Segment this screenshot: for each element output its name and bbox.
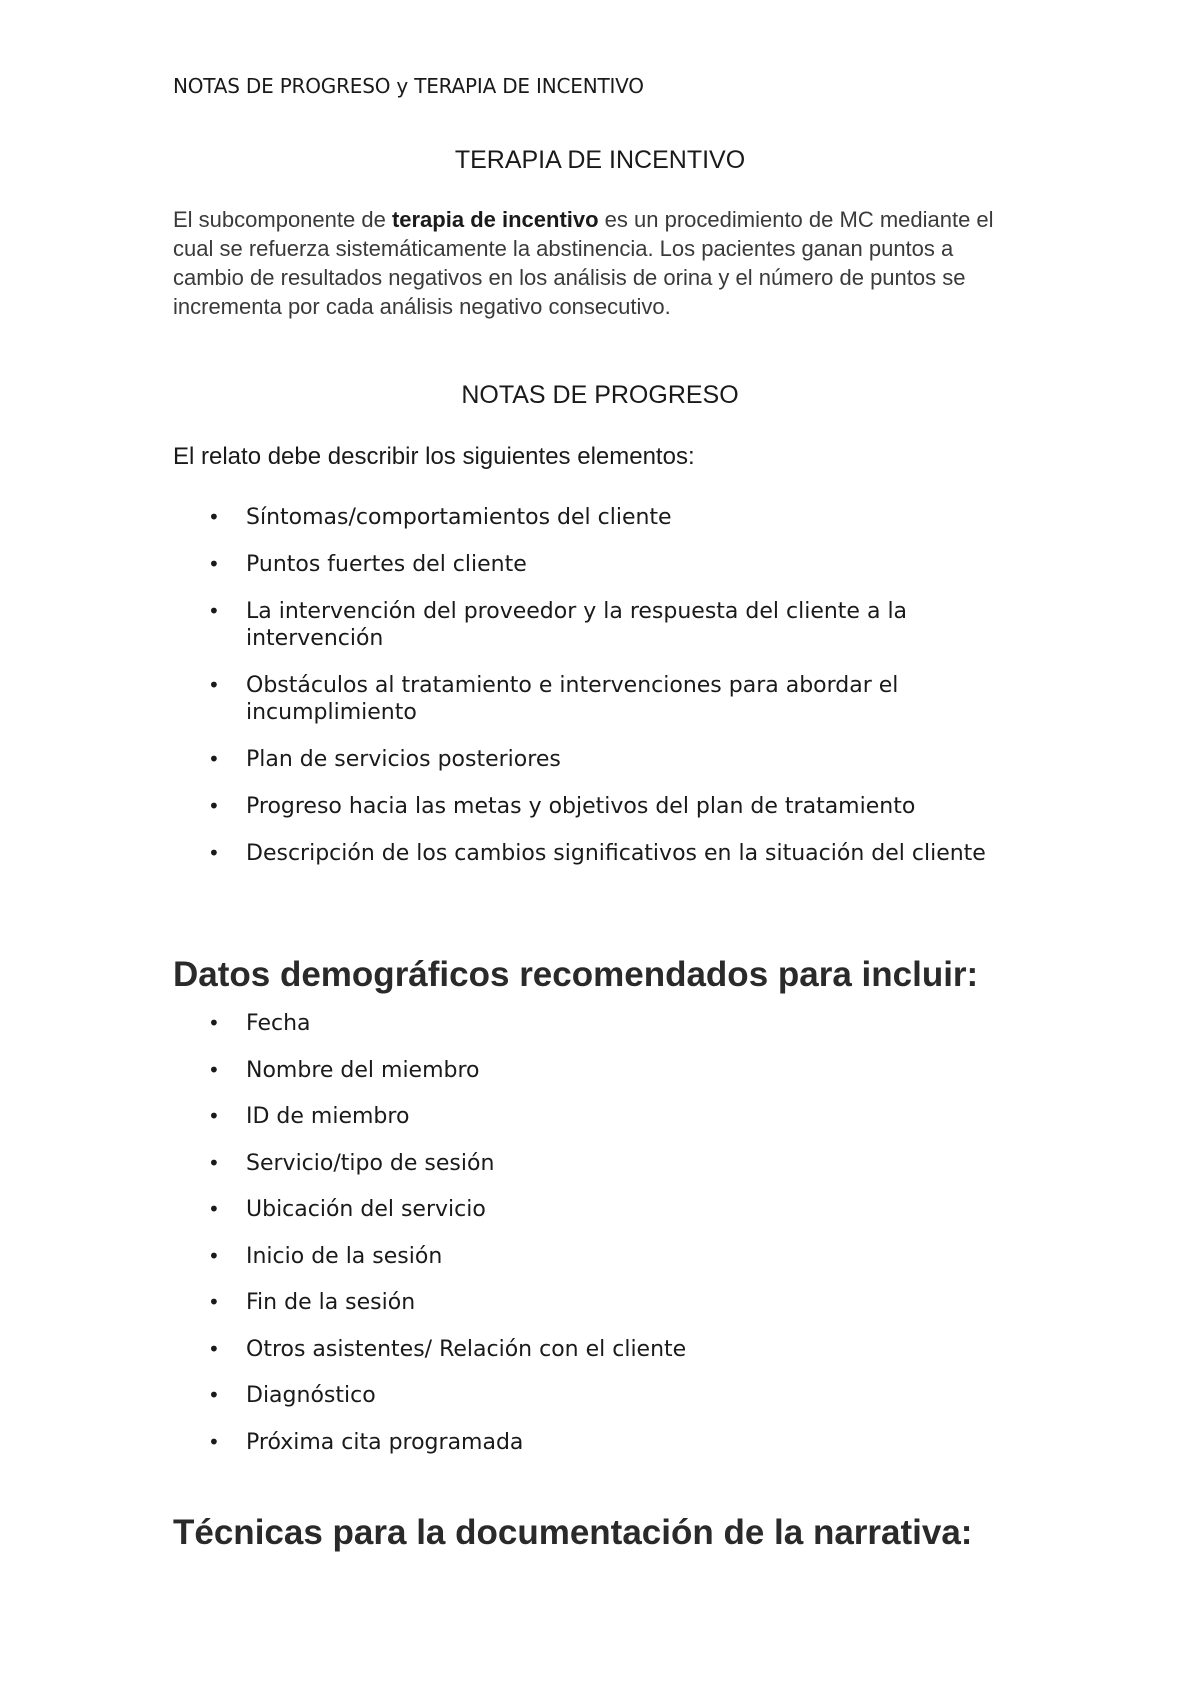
list-item-text: Progreso hacia las metas y objetivos del plan de tratamiento <box>246 794 916 819</box>
list-item-text: Inicio de la sesión <box>246 1243 443 1269</box>
list-item <box>0 1429 996 1456</box>
bullet-icon: • <box>208 1243 220 1268</box>
list-item <box>0 1289 996 1316</box>
list-item-text: Servicio/tipo de sesión <box>246 1150 495 1176</box>
list-item <box>0 793 996 820</box>
list-item-text: Fin de la sesión <box>246 1290 416 1315</box>
bullet-icon: • <box>208 1150 220 1175</box>
heading-datos-demograficos: Datos demográficos recomendados para incluir: <box>173 955 979 994</box>
list-item-text: Síntomas/comportamientos del cliente <box>246 505 672 530</box>
list-item <box>0 1057 996 1084</box>
list-item-text: Fecha <box>246 1011 311 1036</box>
list-item-text: Puntos fuertes del cliente <box>246 552 527 577</box>
list-item-text: Obstáculos al tratamiento e intervenciones para abordar el incumplimiento <box>246 673 899 725</box>
relato-elements-list <box>0 504 996 887</box>
heading-notas-de-progreso: NOTAS DE PROGRESO <box>461 381 739 409</box>
list-item <box>0 1243 996 1270</box>
list-item <box>0 1150 996 1177</box>
bullet-icon: • <box>208 1057 220 1082</box>
bullet-icon: • <box>208 841 220 865</box>
list-item <box>0 1196 996 1223</box>
list-item-text: Plan de servicios posteriores <box>246 747 561 772</box>
bullet-icon: • <box>208 673 220 697</box>
bullet-icon: • <box>208 1336 220 1361</box>
list-item <box>0 840 996 867</box>
list-item <box>0 746 996 773</box>
bullet-icon: • <box>208 1011 220 1035</box>
bullet-icon: • <box>208 1429 220 1454</box>
list-item <box>0 1010 996 1037</box>
document-header: NOTAS DE PROGRESO y TERAPIA DE INCENTIVO <box>173 74 644 98</box>
list-item-text: Otros asistentes/ Relación con el cliente <box>246 1336 687 1362</box>
list-item-text: Ubicación del servicio <box>246 1197 486 1222</box>
list-item <box>0 1382 996 1409</box>
list-item-text: ID de miembro <box>246 1104 410 1129</box>
list-item <box>0 551 996 578</box>
paragraph-bold-term: terapia de incentivo <box>391 207 599 232</box>
heading-tecnicas-documentacion: Técnicas para la documentación de la narrativa: <box>173 1513 973 1552</box>
list-item <box>0 504 996 531</box>
bullet-icon: • <box>208 747 220 771</box>
list-item-text: La intervención del proveedor y la respuesta del cliente a la intervención <box>246 599 908 651</box>
list-item-text: Diagnóstico <box>246 1383 376 1408</box>
demographic-data-list <box>0 1010 996 1475</box>
terapia-paragraph <box>173 205 1013 321</box>
bullet-icon: • <box>208 794 220 818</box>
bullet-icon: • <box>208 1104 220 1128</box>
list-item <box>0 672 996 726</box>
list-item <box>0 1336 996 1363</box>
bullet-icon: • <box>208 1290 220 1314</box>
bullet-icon: • <box>208 552 220 576</box>
list-item-text: Nombre del miembro <box>246 1057 480 1083</box>
bullet-icon: • <box>208 505 220 529</box>
list-item <box>0 598 996 652</box>
bullet-icon: • <box>208 599 220 623</box>
list-item <box>0 1103 996 1130</box>
paragraph-text-end: es un procedimiento de MC mediante el cual se refuerza sistemáticamente la abstinencia. Los pacientes ganan puntos a cambio de resultados negativos en los análisis de orina y el número de puntos se incrementa por cada análisis negativo consecutivo. <box>173 207 994 319</box>
bullet-icon: • <box>208 1197 220 1221</box>
bullet-icon: • <box>208 1383 220 1407</box>
heading-terapia-de-incentivo: TERAPIA DE INCENTIVO <box>454 146 746 174</box>
relato-intro: El relato debe describir los siguientes elementos: <box>173 443 695 470</box>
list-item-text: Próxima cita programada <box>246 1429 524 1455</box>
paragraph-text-start: El subcomponente de <box>173 207 392 232</box>
list-item-text: Descripción de los cambios significativos en la situación del cliente <box>246 841 986 866</box>
